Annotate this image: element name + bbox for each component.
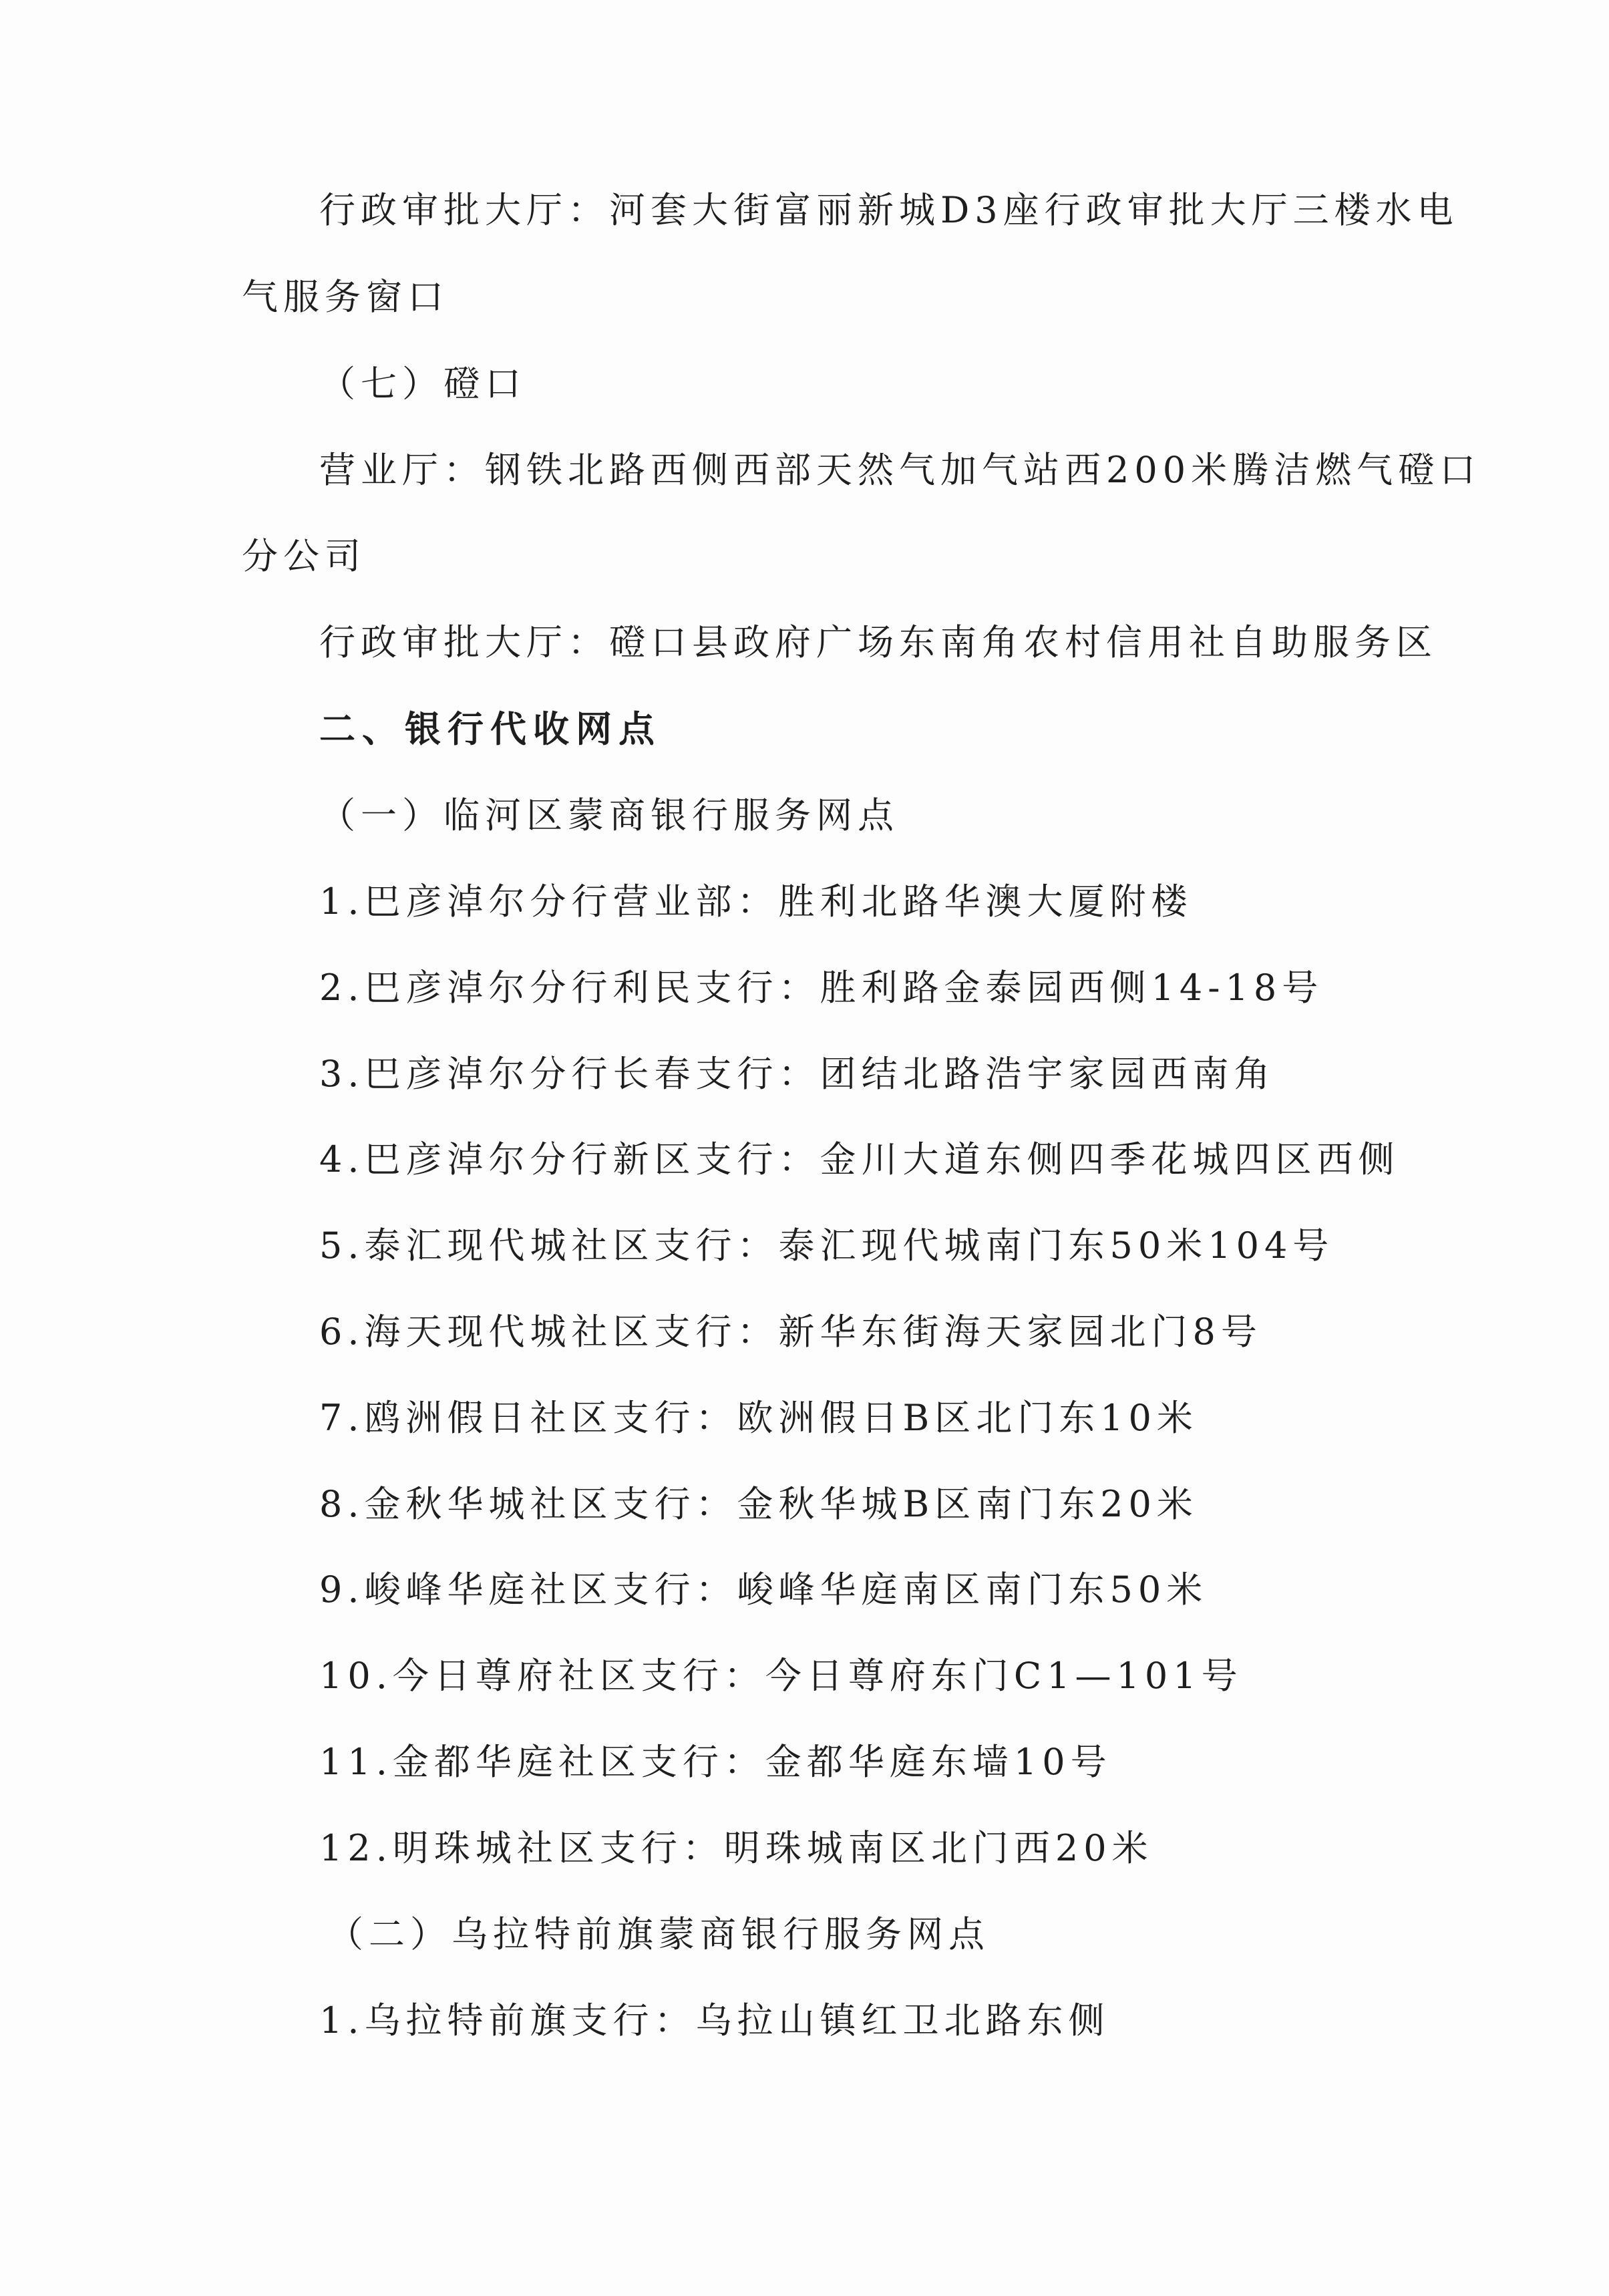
section-heading-dengkou: （七）磴口 xyxy=(319,363,526,405)
text-line-admin-hall-1: 行政审批大厅：河套大街富丽新城D3座行政审批大厅三楼水电 xyxy=(319,189,1459,231)
list-item: 2.巴彦淖尔分行利民支行：胜利路金泰园西侧14-18号 xyxy=(319,967,1324,1009)
section-heading-bank-points: 二、银行代收网点 xyxy=(319,708,661,750)
text-line-business-hall: 营业厅：钢铁北路西侧西部天然气加气站西200米腾洁燃气磴口 xyxy=(319,449,1481,491)
list-item: 6.海天现代城社区支行：新华东街海天家园北门8号 xyxy=(319,1311,1262,1353)
subsection-heading-linhe: （一）临河区蒙商银行服务网点 xyxy=(319,794,899,836)
text-line-business-hall-cont: 分公司 xyxy=(242,535,366,577)
list-item: 3.巴彦淖尔分行长春支行：团结北路浩宇家园西南角 xyxy=(319,1053,1276,1095)
list-item: 5.泰汇现代城社区支行：泰汇现代城南门东50米104号 xyxy=(319,1224,1334,1267)
text-line-admin-hall-2: 行政审批大厅：磴口县政府广场东南角农村信用社自助服务区 xyxy=(319,621,1437,663)
list-item: 12.明珠城社区支行：明珠城南区北门西20米 xyxy=(319,1827,1153,1869)
list-item: 8.金秋华城社区支行：金秋华城B区南门东20米 xyxy=(319,1483,1198,1525)
text-line-admin-hall-1-cont: 气服务窗口 xyxy=(242,276,449,318)
subsection-heading-urad-front: （二）乌拉特前旗蒙商银行服务网点 xyxy=(327,1913,990,1955)
list-item: 11.金都华庭社区支行：金都华庭东墙10号 xyxy=(319,1741,1112,1783)
list-item: 1.巴彦淖尔分行营业部：胜利北路华澳大厦附楼 xyxy=(319,880,1193,923)
list-item: 1.乌拉特前旗支行：乌拉山镇红卫北路东侧 xyxy=(319,1999,1110,2041)
list-item: 7.鸥洲假日社区支行：欧洲假日B区北门东10米 xyxy=(319,1397,1198,1439)
list-item: 10.今日尊府社区支行：今日尊府东门C1—101号 xyxy=(319,1655,1243,1697)
list-item: 9.峻峰华庭社区支行：峻峰华庭南区南门东50米 xyxy=(319,1569,1208,1611)
list-item: 4.巴彦淖尔分行新区支行：金川大道东侧四季花城四区西侧 xyxy=(319,1138,1400,1180)
